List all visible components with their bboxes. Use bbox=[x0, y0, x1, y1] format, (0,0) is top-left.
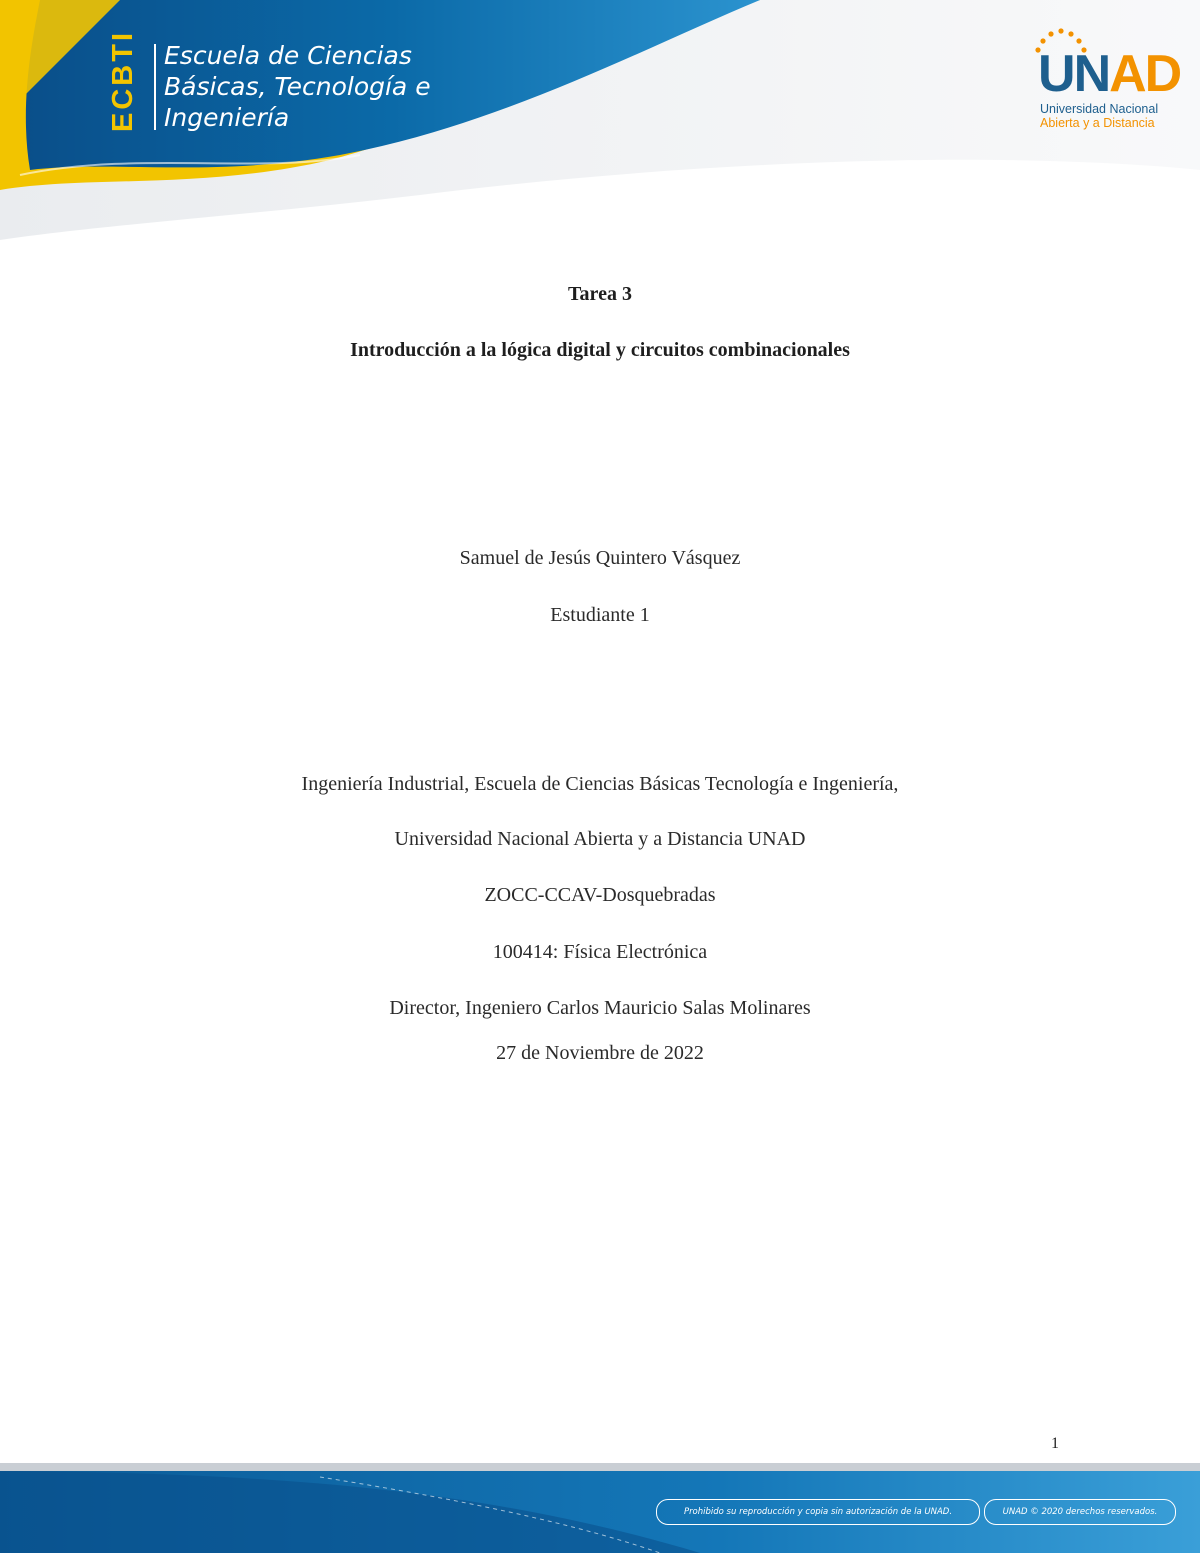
director-line: Director, Ingeniero Carlos Mauricio Salas Molinares bbox=[389, 997, 811, 1019]
ecbti-acronym: ECBTI bbox=[107, 30, 139, 132]
unad-logo bbox=[1030, 26, 1181, 136]
date-line: 27 de Noviembre de 2022 bbox=[496, 1042, 704, 1064]
document-subtitle: Introducción a la lógica digital y circuitos combinacionales bbox=[350, 339, 850, 361]
university-line: Universidad Nacional Abierta y a Distancia UNAD bbox=[394, 828, 806, 850]
unad-wordmark-u: U bbox=[1038, 45, 1074, 103]
unad-wordmark-ad: AD bbox=[1109, 45, 1181, 103]
author-role: Estudiante 1 bbox=[550, 604, 650, 626]
school-name-line-2: Básicas, Tecnología e bbox=[164, 72, 431, 101]
header-banner bbox=[0, 0, 1200, 240]
footer-banner bbox=[0, 1463, 1200, 1553]
unad-wordmark bbox=[1038, 44, 1180, 104]
document-title: Tarea 3 bbox=[568, 283, 632, 305]
footer-notice: Prohibido su reproducción y copia sin autorización de la UNAD. bbox=[656, 1499, 980, 1525]
school-name-line-1: Escuela de Ciencias bbox=[164, 41, 412, 70]
author-name: Samuel de Jesús Quintero Vásquez bbox=[459, 547, 741, 569]
school-name bbox=[164, 40, 484, 133]
school-name-line-3: Ingeniería bbox=[164, 103, 290, 132]
course-line: 100414: Física Electrónica bbox=[492, 941, 708, 963]
program-line: Ingeniería Industrial, Escuela de Ciencias Básicas Tecnología e Ingeniería, bbox=[301, 773, 899, 795]
page-number: 1 bbox=[1051, 1435, 1059, 1452]
unad-logo-line-2: Abierta y a Distancia bbox=[1040, 116, 1155, 130]
footer-rights: UNAD © 2020 derechos reservados. bbox=[984, 1499, 1176, 1525]
unad-wordmark-n: N bbox=[1073, 45, 1110, 103]
ecbti-divider bbox=[154, 44, 156, 130]
center-line: ZOCC-CCAV-Dosquebradas bbox=[484, 884, 716, 906]
unad-logo-line-1: Universidad Nacional bbox=[1040, 102, 1159, 116]
